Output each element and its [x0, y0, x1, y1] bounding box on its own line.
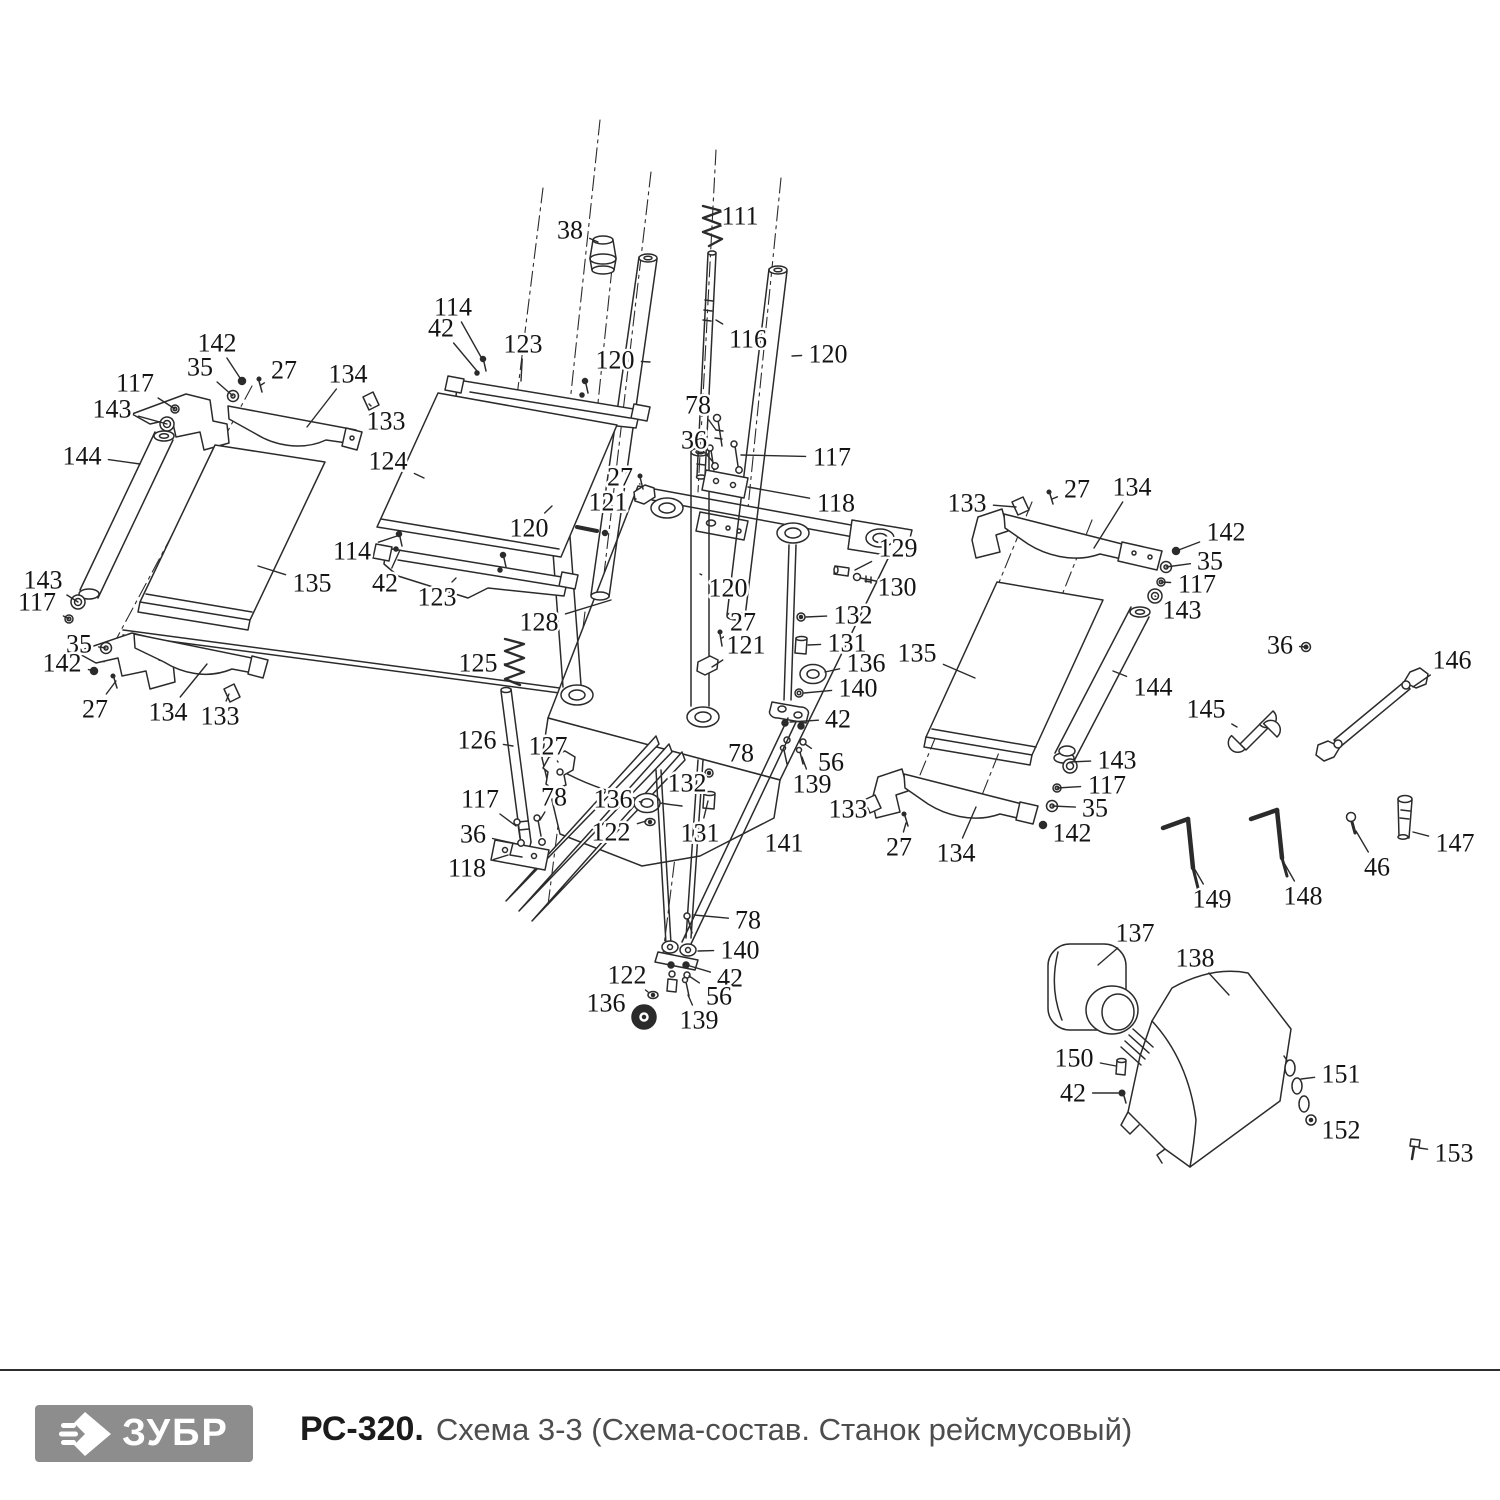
part-label: 139	[792, 769, 832, 799]
part-label: 134	[328, 359, 368, 389]
part-label: 78	[728, 738, 754, 768]
leader-line	[261, 383, 264, 385]
belt-cover-138	[1116, 971, 1420, 1167]
dust-chute-137	[1048, 944, 1138, 1034]
part-label: 134	[148, 697, 188, 727]
part-label: 148	[1283, 881, 1323, 911]
part-label: 118	[816, 488, 856, 518]
part-label: 131	[827, 628, 867, 658]
part-label: 132	[667, 768, 707, 798]
leader-line	[217, 382, 233, 396]
part-label: 36	[1267, 630, 1293, 660]
part-label: 122	[607, 960, 647, 990]
leader-line	[808, 644, 821, 645]
part-label: 120	[808, 339, 848, 369]
part-label: 56	[706, 981, 732, 1011]
crank-handle-146	[1316, 668, 1428, 761]
part-label: 120	[708, 573, 748, 603]
leader-line	[557, 761, 558, 762]
leader-line	[106, 681, 116, 694]
part-label: 146	[1432, 645, 1472, 675]
leader-line	[700, 574, 702, 575]
zubr-bison-icon	[59, 1411, 113, 1457]
part-label: 117	[1177, 569, 1217, 599]
part-label: 127	[528, 731, 568, 761]
part-label: 142	[42, 648, 82, 678]
leader-line	[689, 976, 699, 983]
leader-line	[1232, 724, 1237, 727]
part-label: 136	[593, 784, 633, 814]
part-label: 143	[1162, 595, 1202, 625]
leader-line	[454, 343, 477, 371]
caption-subtitle: Схема 3-3 (Схема-состав. Станок рейсмусовый)	[435, 1412, 1133, 1447]
part-label: 46	[1364, 852, 1390, 882]
part-label: 153	[1434, 1138, 1474, 1168]
part-label: 78	[735, 905, 761, 935]
leader-line	[1301, 1077, 1315, 1079]
wrench-145	[1228, 711, 1280, 752]
leader-line	[1413, 832, 1429, 836]
part-label: 78	[685, 390, 711, 420]
part-label: 123	[417, 582, 457, 612]
part-label: 135	[292, 568, 332, 598]
part-label: 142	[1052, 818, 1092, 848]
leader-line	[641, 362, 650, 363]
part-label: 151	[1321, 1059, 1361, 1089]
part-label: 125	[458, 648, 498, 678]
leader-line	[1052, 497, 1057, 499]
part-label: 117	[1087, 770, 1127, 800]
part-label: 139	[679, 1005, 719, 1035]
part-label: 38	[557, 215, 583, 245]
part-label: 129	[878, 533, 918, 563]
part-label: 36	[460, 819, 486, 849]
part-label: 35	[1082, 793, 1108, 823]
part-label: 120	[595, 345, 635, 375]
part-label: 138	[1175, 943, 1215, 973]
part-label: 131	[680, 818, 720, 848]
part-label: 133	[366, 406, 406, 436]
leader-line	[716, 320, 723, 324]
leader-line	[500, 814, 516, 826]
part-label: 133	[947, 488, 987, 518]
leader-line	[865, 581, 871, 582]
right-bottom-bar	[904, 774, 1030, 820]
part-label: 27	[1064, 474, 1090, 504]
screw-153	[1410, 1139, 1420, 1159]
part-label: 140	[838, 673, 878, 703]
part-label: 147	[1435, 828, 1475, 858]
part-label: 114	[433, 292, 473, 322]
part-label: 150	[1054, 1043, 1094, 1073]
part-label: 35	[1197, 546, 1223, 576]
part-label: 35	[187, 352, 213, 382]
part-label: 42	[428, 313, 454, 343]
part-label: 135	[897, 638, 937, 668]
leader-line	[1100, 1063, 1116, 1066]
part-label: 117	[115, 368, 155, 398]
rod-126	[501, 688, 531, 859]
part-label: 120	[509, 513, 549, 543]
part-label: 121	[726, 630, 766, 660]
part-label: 137	[1115, 918, 1155, 948]
pin-133	[1012, 497, 1029, 515]
part-label: 132	[833, 600, 873, 630]
part-label: 143	[92, 394, 132, 424]
part-label: 118	[447, 853, 487, 883]
leader-line	[1043, 825, 1046, 826]
part-label: 42	[1060, 1078, 1086, 1108]
part-label: 78	[541, 782, 567, 812]
part-label: 35	[66, 629, 92, 659]
screws-150-42	[1116, 1059, 1126, 1104]
part-label: 36	[681, 425, 707, 455]
bottom-left-plate-118	[491, 815, 549, 870]
leader-line	[307, 389, 336, 427]
leader-line	[108, 460, 140, 464]
leader-line	[646, 990, 649, 992]
left-top-plate	[132, 394, 229, 450]
part-label: 42	[825, 704, 851, 734]
part-label: 122	[591, 817, 631, 847]
leader-line	[741, 455, 806, 456]
drawing-caption	[300, 1410, 1132, 1449]
brand-logo	[35, 1405, 253, 1462]
bolt-147	[1398, 796, 1412, 840]
part-label: 133	[200, 701, 240, 731]
leader-line	[805, 744, 811, 748]
leader-line	[688, 995, 692, 1005]
part-label: 27	[607, 462, 633, 492]
part-label: 144	[1133, 672, 1173, 702]
leader-line	[806, 616, 827, 617]
leader-line	[903, 823, 906, 832]
part-label: 128	[519, 607, 559, 637]
brand-name: ЗУБР	[122, 1412, 229, 1454]
part-label: 42	[717, 963, 743, 993]
part-label: 56	[818, 747, 844, 777]
part-label: 143	[1097, 745, 1137, 775]
screw-46	[1347, 813, 1356, 834]
part-label: 117	[17, 587, 57, 617]
part-label: 136	[846, 648, 886, 678]
part-label: 27	[886, 832, 912, 862]
part-label: 142	[1206, 517, 1246, 547]
part-label: 126	[457, 725, 497, 755]
part-label: 111	[721, 201, 759, 231]
hex-key-148	[1251, 810, 1287, 876]
part-label: 134	[936, 838, 976, 868]
part-label: 123	[503, 329, 543, 359]
part-label: 42	[372, 568, 398, 598]
model-number: РС-320.	[300, 1410, 424, 1448]
part-label: 152	[1321, 1115, 1361, 1145]
part-label: 142	[197, 328, 237, 358]
leader-line	[378, 536, 397, 542]
cap-nut	[590, 236, 616, 274]
part-label: 133	[828, 794, 868, 824]
footer-divider	[0, 1369, 1500, 1371]
leader-line	[748, 487, 810, 498]
leader-line	[993, 505, 1016, 507]
part-label: 140	[720, 935, 760, 965]
spring-125	[505, 639, 524, 685]
leader-line	[503, 744, 513, 746]
leader-line	[1161, 582, 1171, 583]
leader-line	[1300, 647, 1306, 648]
leader-line	[540, 812, 545, 820]
left-top-bar	[228, 406, 356, 446]
part-label: 136	[586, 988, 626, 1018]
part-label: 143	[23, 565, 63, 595]
part-label: 117	[812, 442, 852, 472]
part-label: 27	[271, 355, 297, 385]
part-label: 117	[460, 784, 500, 814]
part-label: 27	[730, 607, 756, 637]
leader-line	[1419, 1148, 1428, 1149]
part-label: 149	[1192, 884, 1232, 914]
leader-line	[227, 358, 242, 381]
part-label: 144	[62, 441, 102, 471]
part-label: 124	[368, 446, 408, 476]
part-label: 141	[764, 828, 804, 858]
part-label: 121	[588, 487, 628, 517]
hex-key-149	[1163, 819, 1198, 888]
leader-line	[1070, 761, 1091, 762]
part-label: 114	[332, 536, 372, 566]
part-label: 134	[1112, 472, 1152, 502]
right-bottom-plate	[872, 769, 908, 818]
part-label: 116	[728, 324, 768, 354]
leader-line	[722, 637, 723, 638]
leader-line	[1356, 831, 1368, 852]
part-label: 145	[1186, 694, 1226, 724]
part-label: 130	[877, 572, 917, 602]
leader-line	[694, 915, 728, 918]
chain-151	[1284, 1056, 1316, 1125]
leader-line	[792, 356, 802, 357]
leader-line	[461, 322, 481, 357]
part-label: 27	[82, 694, 108, 724]
